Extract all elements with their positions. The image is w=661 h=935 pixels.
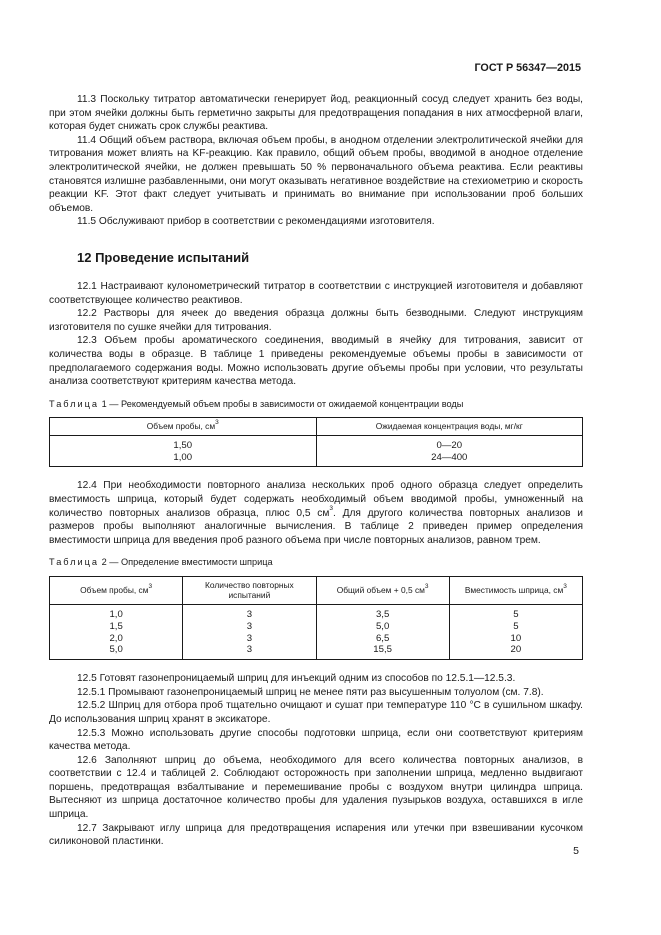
- table-cell: 15,5: [316, 644, 449, 659]
- table-cell: 1,5: [50, 621, 183, 633]
- paragraph-12-6: 12.6 Заполняют шприц до объема, необходимого для всего количества повторных анализов, в соответствии с 12.4 и таблицей 2. Соблюдают осторожность при заполнении шприца, медленно выдвигают поршень, предотвращая взбалтывание и перемешивание пробы с воздухом внутри цилиндра шприца. Вытесняют из шприца достаточное количество пробы для удаления пузырьков воздуха, оставшихся в игле шприца.: [49, 754, 583, 821]
- table-cell: 5: [449, 604, 582, 620]
- table-row: [50, 621, 583, 633]
- table-1-header: Ожидаемая концентрация воды, мг/кг: [316, 418, 583, 436]
- table-2-header: Объем пробы, $см^3$: [50, 576, 183, 604]
- table-cell: 5: [449, 621, 582, 633]
- table-2-header-row: [50, 576, 583, 604]
- table-cell: 1,00: [50, 452, 317, 467]
- table-2: [49, 576, 583, 660]
- table-1-caption: [49, 398, 583, 412]
- section-12-5-to-12-7: [49, 672, 583, 849]
- table-1-caption-text: 1 — Рекомендуемый объем пробы в зависимости от ожидаемой концентрации воды: [99, 398, 464, 409]
- table-cell: 3: [183, 644, 316, 659]
- table-1-header-row: [50, 418, 583, 436]
- paragraph-11-5: 11.5 Обслуживают прибор в соответствии с рекомендациями изготовителя.: [77, 216, 435, 228]
- paragraph-12-5-2: 12.5.2 Шприц для отбора проб тщательно очищают и сушат при температуре 110 °С в сушильном шкафу. До использования шприц хранят в эксикаторе.: [49, 700, 583, 725]
- table-cell: 3: [183, 633, 316, 645]
- section-11-paragraphs: [49, 93, 583, 229]
- table-cell: 3: [183, 621, 316, 633]
- table-2-caption: [49, 556, 583, 570]
- table-1: [49, 417, 583, 467]
- table-cell: 1,0: [50, 604, 183, 620]
- table-row: [50, 604, 583, 620]
- table-cell: 5,0: [316, 621, 449, 633]
- paragraph-11-3: 11.3 Поскольку титратор автоматически генерирует йод, реакционный сосуд следует хранить без воды, при этом ячейки должны быть герметично закрыты для предотвращения попадания в них атмосферной влаги, которая будет снижать срок службы реактива.: [49, 94, 583, 133]
- paragraph-12-5-3: 12.5.3 Можно использовать другие способы подготовки шприца, если они соответствуют критериям качества метода.: [49, 727, 583, 753]
- table-cell: 3,5: [316, 604, 449, 620]
- page-content: [49, 93, 584, 849]
- table-cell: 0—20: [316, 435, 583, 451]
- table-2-caption-text: 2 — Определение вместимости шприца: [99, 557, 273, 568]
- paragraph-12-3: 12.3 Объем пробы ароматического соединения, вводимый в ячейку для титрования, зависит от количества воды в образце. В таблице 1 приведены рекомендуемые объемы пробы в зависимости от предполагаемого содержания воды. Можно использовать другие объемы пробы при условии, что результаты анализа соответствуют критериям качества метода.: [49, 335, 583, 388]
- paragraph-12-4: 12.4 При необходимости повторного анализа нескольких проб одного образца следует определить вместимость шприца, который будет содержать необходимый объем вводимой пробы, умноженный на количество повторных анализов образца, плюс 0,5 $см^3$. Для другого количества повторных анализов и размеров пробы выполняют аналогичные вычисления. В таблице 2 приведен пример определения вместимости шприца для введения проб разного объема при числе повторных анализов, равном трем.: [49, 480, 584, 546]
- paragraph-12-2: 12.2 Растворы для ячеек до введения образца должны быть безводными. Следуют инструкциям изготовителя по сушке ячейки для титрования.: [49, 308, 583, 333]
- table-cell: 3: [183, 604, 316, 620]
- table-2-header: Общий объем + 0,5 $см^3$: [316, 576, 449, 604]
- table-cell: 24—400: [316, 452, 583, 467]
- page-number: 5: [573, 845, 579, 857]
- table-row: [50, 435, 583, 451]
- table-row: [50, 633, 583, 645]
- document-code: ГОСТ Р 56347—2015: [474, 62, 581, 74]
- section-12-title: 12 Проведение испытаний: [77, 249, 250, 265]
- table-cell: 6,5: [316, 633, 449, 645]
- paragraph-12-1: 12.1 Настраивают кулонометрический титратор в соответствии с инструкцией изготовителя и добавляют соответствующее количество реактивов.: [49, 280, 583, 306]
- table-cell: 2,0: [50, 633, 183, 645]
- table-2-header: Вместимость шприца, $см^3$: [449, 576, 582, 604]
- table-row: [50, 644, 583, 659]
- table-1-header: Объем пробы, $см^3$: [50, 418, 317, 436]
- table-cell: 10: [449, 633, 582, 645]
- paragraph-12-5: 12.5 Готовят газонепроницаемый шприц для инъекций одним из способов по 12.5.1—12.5.3.: [77, 673, 516, 685]
- table-cell: 5,0: [50, 644, 183, 659]
- table-cell: 1,50: [50, 435, 317, 451]
- paragraph-12-5-1: 12.5.1 Промывают газонепроницаемый шприц не менее пяти раз высушенным толуолом (см. 7.8).: [77, 686, 544, 698]
- table-1-caption-label: Таблица: [49, 398, 100, 409]
- table-cell: 20: [449, 644, 582, 659]
- paragraph-11-4: 11.4 Общий объем раствора, включая объем пробы, в анодном отделении электролитической ячейки для титрования может влиять на KF-реакцию. Как правило, общий объем пробы, вводимой в анодное отделение электролитической ячейки, не должен превышать 50 % первоначального объема реактива. Если реактивы становятся излишне разбавленными, они могут оказывать негативное воздействие на стехиометрию и скорость реакции KF. Этот факт следует учитывать и принимать во внимание при использовании проб больших объемов.: [49, 134, 583, 214]
- table-2-caption-label: Таблица: [49, 557, 100, 568]
- table-2-header: Количество повторных испытаний: [183, 576, 316, 604]
- table-row: [50, 452, 583, 467]
- paragraph-12-7: 12.7 Закрывают иглу шприца для предотвращения испарения или утечки при взвешивании кусочком силиконовой пластинки.: [49, 822, 583, 848]
